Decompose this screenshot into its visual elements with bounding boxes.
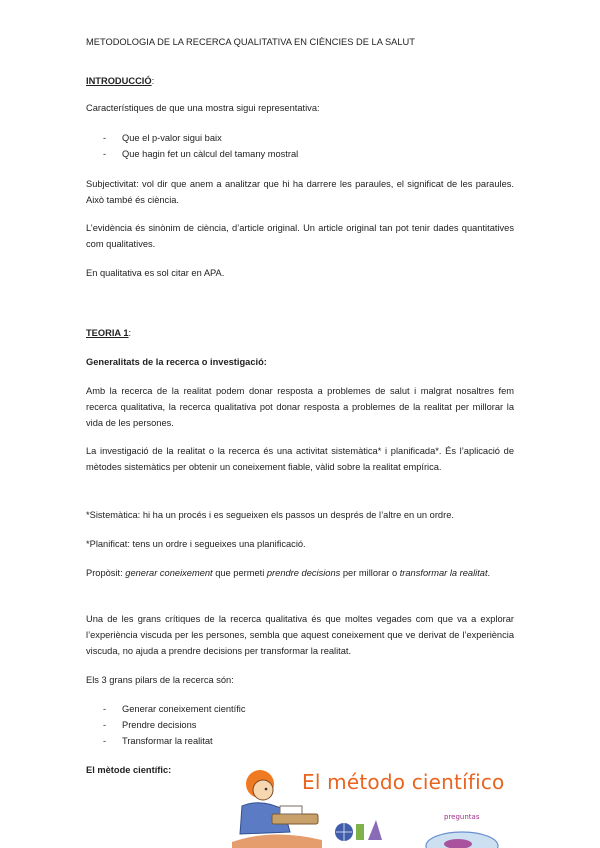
purpose-paragraph — [86, 565, 514, 581]
list-item — [103, 701, 246, 717]
section-heading-teoria — [86, 325, 514, 341]
scientist-eye-shape — [265, 788, 268, 791]
teoria-heading: TEORIA 1 — [86, 328, 129, 338]
intro-paragraph-3: L’evidència és sinònim de ciència, d’article original. Un article original tan pot tenir dades quantitatives com qualitatives. — [86, 223, 514, 249]
list-item — [103, 733, 213, 749]
intro-paragraph-1: Característiques de que una mostra sigui representativa: — [86, 103, 320, 113]
purpose-term-3: transformar la realitat — [399, 568, 488, 578]
list-item-text: Prendre decisions — [122, 720, 197, 730]
scientific-method-illustration — [232, 762, 532, 848]
purpose-term-2: prendre decisions — [266, 568, 341, 578]
floor-shape — [232, 834, 322, 848]
teoria-paragraph-3: Una de les grans crítiques de la recerca qualitativa és que moltes vegades com que va a explorar l’experiència viscuda per les persones, sembla que aquest coneixement que ve derivat de l’experiència viscuda, no ajuda a prendre decisions per transformar la realitat. — [86, 614, 514, 656]
bullet-dash: - — [103, 720, 107, 730]
list-item — [103, 130, 222, 146]
list-item-text: Que hagin fet un càlcul del tamany mostral — [122, 149, 299, 159]
list-item — [103, 717, 196, 733]
paper-shape — [280, 806, 302, 814]
intro-heading-colon: : — [151, 76, 155, 86]
footnote-sistematica: *Sistemàtica: hi ha un procés i es segueixen els passos un després de l’altre en un ordre. — [86, 510, 454, 520]
purpose-end: . — [487, 568, 491, 578]
intro-paragraph-4: En qualitativa es sol citar en APA. — [86, 268, 225, 278]
page-header: METODOLOGIA DE LA RECERCA QUALITATIVA EN CIÈNCIES DE LA SALUT — [86, 37, 415, 47]
teoria-paragraph-4: Els 3 grans pilars de la recerca són: — [86, 675, 234, 685]
footnote-planificat: *Planificat: tens un ordre i segueixes una planificació. — [86, 539, 306, 549]
illustration-title: El método científico — [302, 770, 505, 794]
list-item-text: Generar coneixement científic — [122, 704, 246, 714]
list-item — [103, 146, 298, 162]
teoria-paragraph-2: La investigació de la realitat o la recerca és una activitat sistemàtica* i planificada*. És l’aplicació de mètodes sistemàtics per obtenir un coneixement fiable, vàlid sobre la realitat empírica. — [86, 446, 514, 472]
bullet-dash: - — [103, 149, 107, 159]
purpose-term-1: generar coneixement — [125, 568, 213, 578]
illustration-subtitle: preguntas — [444, 813, 480, 821]
bullet-dash: - — [103, 133, 107, 143]
bullet-dash: - — [103, 704, 107, 714]
section-heading-intro — [86, 73, 514, 89]
method-heading: El mètode científic: — [86, 765, 172, 775]
scientist-face-shape — [253, 780, 273, 800]
list-item-text: Que el p-valor sigui baix — [122, 133, 222, 143]
intro-heading: INTRODUCCIÓ — [86, 76, 152, 86]
purpose-text-2: per millorar o — [340, 568, 400, 578]
flask-shape — [356, 824, 364, 840]
bullet-dash: - — [103, 736, 107, 746]
purpose-text-1: que permeti — [212, 568, 267, 578]
intro-paragraph-2: Subjectivitat: vol dir que anem a analitzar que hi ha darrere les paraules, el significat de les paraules. Això també és ciència. — [86, 179, 514, 205]
desk-shape — [272, 814, 318, 824]
purpose-label: Propòsit: — [86, 568, 126, 578]
teoria-paragraph-1: Amb la recerca de la realitat podem donar resposta a problemes de salut i malgrat nosaltres fem recerca qualitativa, la recerca qualitativa pot donar resposta a problemes de la realitat per millorar la vida de les persones. — [86, 386, 514, 428]
teoria-subheading: Generalitats de la recerca o investigació: — [86, 357, 267, 367]
teoria-heading-colon: : — [128, 328, 132, 338]
microscope-shape — [368, 820, 382, 840]
list-item-text: Transformar la realitat — [122, 736, 213, 746]
